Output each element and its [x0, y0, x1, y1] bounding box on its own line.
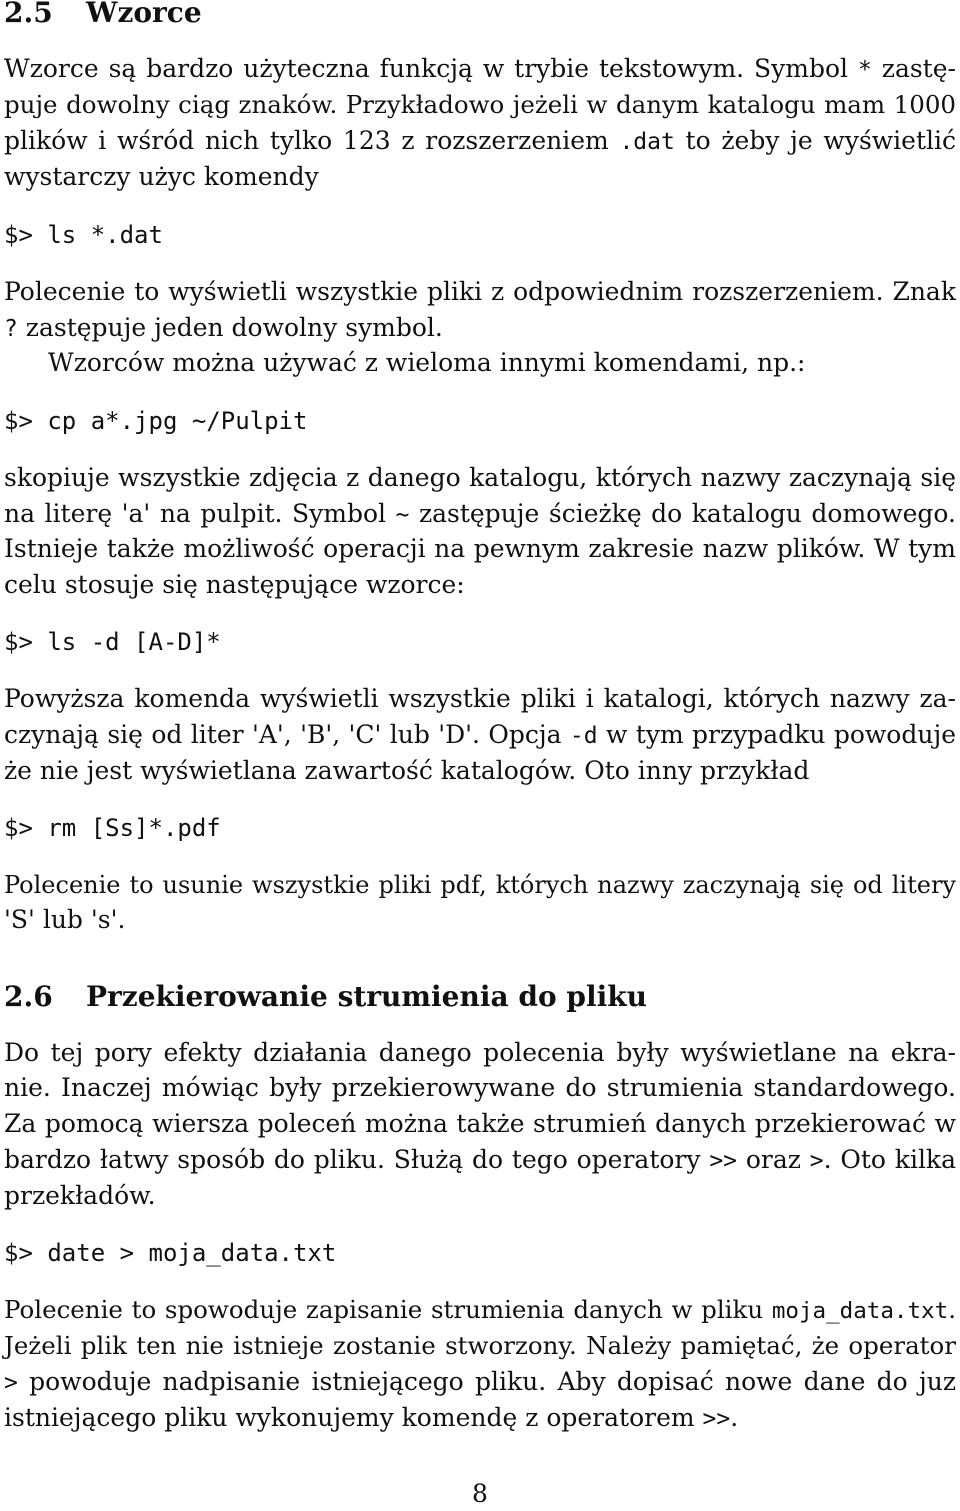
inline-code: ~	[395, 502, 410, 528]
paragraph-line: Powyższa komenda wyświetli wszystkie pliki i katalogi, których nazwy za-	[4, 684, 956, 713]
text-span: Wzorce są bardzo użyteczna funkcją w trybie tekstowym. Symbol	[4, 54, 858, 83]
text-span: powoduje nadpisanie istniejącego pliku. Aby dopisać nowe dane do juz	[17, 1367, 956, 1396]
text-span: czynają się od liter 'A', 'B', 'C' lub 'D'. Opcja	[4, 720, 570, 749]
command-example: $> ls *.dat	[4, 221, 163, 249]
text-span: w tym przypadku powoduje	[597, 720, 956, 749]
text-span: zastępuje ścieżkę do katalogu domowego.	[409, 499, 956, 528]
inline-code: *	[857, 57, 872, 83]
text-span: zastępuje jeden dowolny symbol.	[17, 313, 443, 342]
paragraph-line	[4, 497, 956, 532]
command-example: $> cp a*.jpg ~/Pulpit	[4, 407, 308, 435]
paragraph-line: Jeżeli plik ten nie istnieje zostanie stworzony. Należy pamiętać, że operator	[4, 1331, 956, 1360]
command-example: $> rm [Ss]*.pdf	[4, 814, 221, 842]
paragraph-line	[4, 1401, 956, 1436]
paragraph-line: wystarczy użyc komendy	[4, 162, 319, 191]
paragraph-line: Polecenie to wyświetli wszystkie pliki z odpowiednim rozszerzeniem. Znak	[4, 277, 956, 306]
paragraph-line: puje dowolny ciąg znaków. Przykładowo jeżeli w danym katalogu mam 1000	[4, 90, 956, 119]
text-span: na literę 'a' na pulpit. Symbol	[4, 499, 396, 528]
inline-code: -d	[569, 723, 598, 749]
text-span: oraz	[737, 1145, 810, 1174]
paragraph-line: Do tej pory efekty działania danego polecenia były wyświetlane na ekra-	[4, 1038, 956, 1067]
section-title: Przekierowanie strumienia do pliku	[86, 980, 647, 1013]
inline-code: >	[809, 1148, 824, 1174]
text-span: .	[730, 1403, 739, 1432]
paragraph-line: nie. Inaczej mówiąc były przekierowywane do strumienia standardowego.	[4, 1073, 956, 1102]
section-number: 2.6	[4, 980, 53, 1013]
inline-code: moja_data.txt	[771, 1298, 949, 1324]
paragraph-line	[4, 311, 956, 346]
paragraph-line: Istnieje także możliwość operacji na pewnym zakresie nazw plików. W tym	[4, 534, 956, 563]
paragraph-line: przekładów.	[4, 1181, 156, 1210]
text-span: plików i wśród nich tylko 123 z rozszerzeniem	[4, 126, 620, 155]
inline-code: >	[4, 1370, 18, 1396]
inline-code: ?	[4, 316, 18, 342]
command-example: $> ls -d [A-D]*	[4, 628, 221, 656]
paragraph-line: 'S' lub 's'.	[4, 905, 126, 934]
command-example: $> date > moja_data.txt	[4, 1239, 337, 1267]
paragraph-line: celu stosuje się następujące wzorce:	[4, 570, 465, 599]
paragraph-line	[4, 52, 956, 87]
text-span: Polecenie to spowoduje zapisanie strumienia danych w pliku	[4, 1295, 772, 1324]
inline-code: >>	[702, 1406, 731, 1432]
section-heading-2-5	[4, 0, 202, 30]
paragraph-line	[4, 718, 956, 753]
inline-code: >>	[709, 1148, 738, 1174]
paragraph-line: że nie jest wyświetlana zawartość katalogów. Oto inny przykład	[4, 756, 810, 785]
section-heading-2-6	[4, 980, 647, 1014]
text-span: bardzo łatwy sposób do pliku. Służą do tego operatory	[4, 1145, 710, 1174]
paragraph-line: Wzorców można używać z wieloma innymi komendami, np.:	[48, 348, 806, 377]
text-span: .	[948, 1295, 956, 1324]
paragraph-line: Za pomocą wiersza poleceń można także strumień danych przekierować w	[4, 1109, 956, 1138]
section-title: Wzorce	[86, 0, 202, 29]
paragraph-line	[4, 1365, 956, 1400]
paragraph-line	[4, 1293, 956, 1328]
paragraph-line: skopiuje wszystkie zdjęcia z danego katalogu, których nazwy zaczynają się	[4, 463, 956, 492]
paragraph-line	[4, 1143, 956, 1178]
text-span: to żeby je wyświetlić	[674, 126, 957, 155]
inline-code: .dat	[619, 129, 675, 155]
page-number: 8	[472, 1479, 488, 1508]
text-span: . Oto kilka	[823, 1145, 956, 1174]
paragraph-line	[4, 124, 956, 159]
paragraph-line: Polecenie to usunie wszystkie pliki pdf, których nazwy zaczynają się od litery	[4, 871, 956, 899]
section-number: 2.5	[4, 0, 53, 29]
text-span: zastę-	[871, 54, 956, 83]
text-span: istniejącego pliku wykonujemy komendę z operatorem	[4, 1403, 703, 1432]
